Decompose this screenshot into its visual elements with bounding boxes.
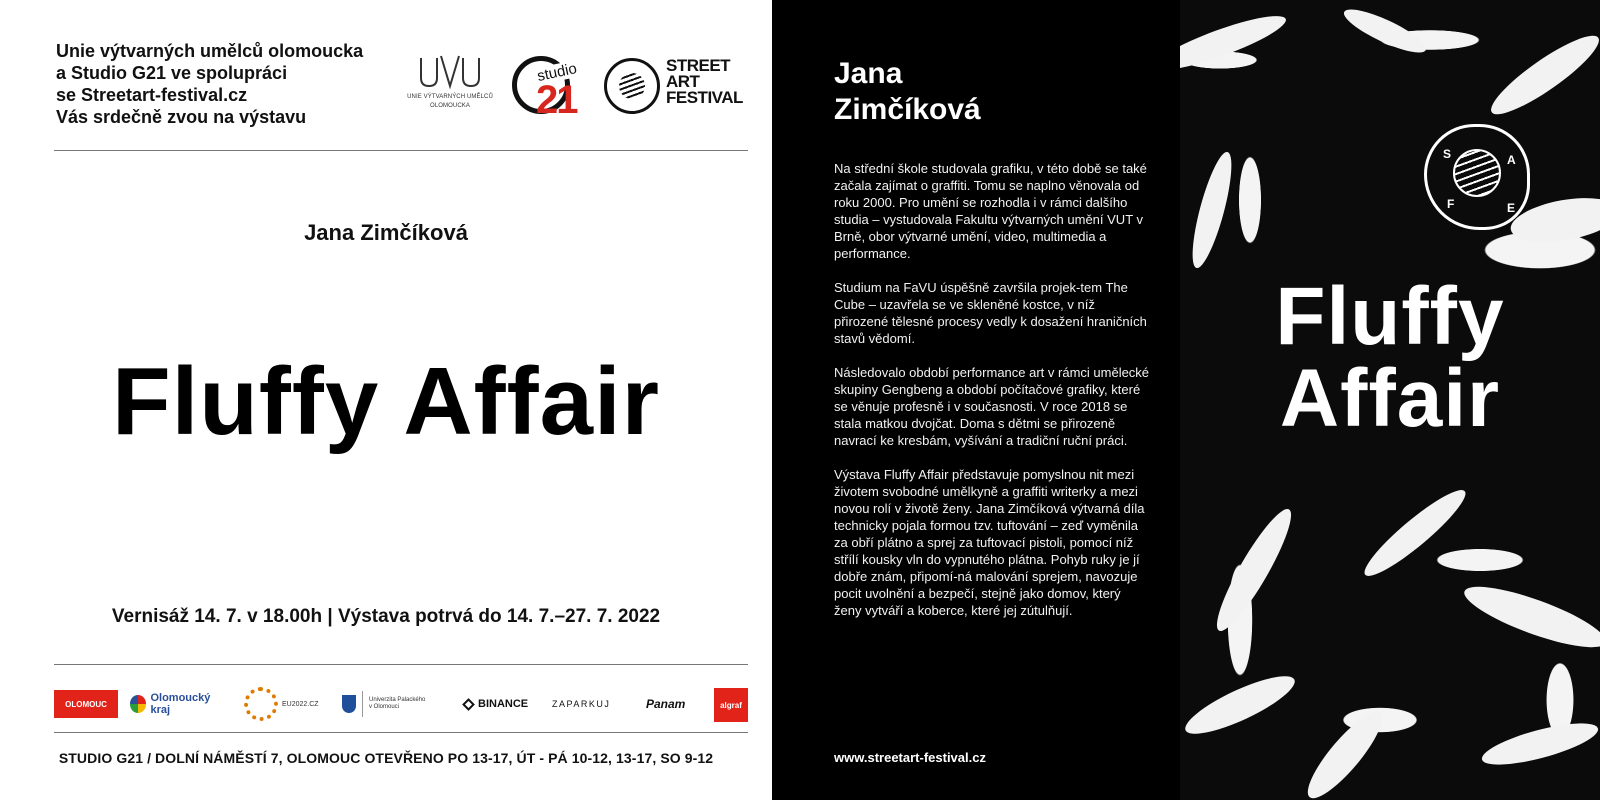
fluffy-stripe [1478,715,1600,773]
panam-label: Panam [646,697,686,711]
fluffy-stripe [1483,25,1600,124]
fluffy-stripe [1180,666,1301,744]
artist-first-name: Jana [834,57,903,90]
exhibition-dates: Vernisáž 14. 7. v 18.00h | Výstava potrvá do 14. 7.–27. 7. 2022 [111,606,661,627]
uvu-caption: OLOMOUCKA [430,103,470,109]
flower-icon [130,695,146,713]
diamond-icon [462,698,475,711]
artist-last-name: Zimčíková [834,93,981,126]
shield-icon [342,695,356,713]
divider [54,664,748,665]
globe-icon [1453,149,1501,197]
divider [54,732,748,733]
invitation-line: Unie výtvarných umělců olomoucka [56,41,364,61]
algraf-label: algraf [720,700,742,710]
uvu-logo [400,52,500,120]
upol-line: v Olomouci [369,704,400,710]
fluffy-stripe [1180,7,1290,79]
badge-letter: F [1447,197,1455,211]
cover-title-line: Affair [1279,353,1501,444]
invitation-text [56,40,386,128]
upol-label [369,697,425,711]
fluffy-stripe [1298,703,1392,800]
olomoucky-kraj-logo [130,684,226,724]
saf-line: ART [666,72,700,91]
cover-title [1180,271,1600,444]
sponsor-logos [54,684,748,724]
bio-paragraph: Na střední škole studovala grafiku, v této době se také začala zajímat o graffiti. Tomu se naplno věnovala od roku 2000. Pro umění se rozhodla i v rámci dalšího studia – vystudovala Fakultu výtvarných umění VUT v Brně, obor výtvarné umění, video, multimedia a performance. [834,161,1147,261]
website-link[interactable]: www.streetart-festival.cz [834,750,986,765]
fluffy-stripe [1185,149,1239,271]
badge-letter: A [1507,153,1516,167]
zaparkuj-logo [552,684,634,724]
binance-label: BINANCE [478,698,529,710]
invitation-line: a Studio G21 ve spolupráci [56,63,288,83]
saf-line: STREET [666,56,731,75]
invitation-line: Vás srdečně zvou na výstavu [56,107,307,127]
eu2022-logo [244,684,324,724]
fluffy-stripe [1340,2,1431,60]
bio-paragraph: Studium na FaVU úspěšně završila projek-tem The Cube – uzavřela se ve skleněné kostce, v níž přirozené tělesné procesy vedly k dosažení hraničních stavů vědomí. [834,280,1147,346]
algraf-logo [714,688,748,722]
venue-address: STUDIO G21 / DOLNÍ NÁMĚSTÍ 7, OLOMOUC OTEVŘENO PO 13-17, ÚT - PÁ 10-12, 13-17, SO 9-12 [58,750,714,766]
exhibition-title: Fluffy Affair [111,348,661,455]
cover-title-line: Fluffy [1275,271,1505,362]
invitation-line: se Streetart-festival.cz [56,85,248,105]
separator [362,691,363,717]
saf-badge-icon [604,58,660,114]
upol-line: Univerzita Palackého [369,697,426,703]
studio-g21-logo [508,50,586,122]
saf-wordmark [666,58,743,106]
artist-bio [834,160,1150,636]
artist-name-heading [834,56,981,128]
artist-name: Jana Zimčíková [304,220,468,245]
fluffy-stripe [1459,575,1600,658]
panam-logo [646,684,694,724]
bio-panel [772,0,1180,800]
saf-line: FESTIVAL [666,88,743,107]
street-art-festival-logo [604,56,754,120]
bio-paragraph: Následovalo období performance art v rámci umělecké skupiny Gengbeng a období počítačové grafiky, které se věnuje profesně i v současnosti. V roce 2018 se stala matkou dvojčat. Doma s dětmi se přirozeně navrací ke kresbám, vyšívání a tradiční ruční práci. [834,365,1150,448]
upol-logo [342,684,442,724]
ring-icon [244,687,278,721]
divider [54,150,748,151]
zaparkuj-label: ZAPARKUJ [552,699,611,709]
fluffy-stripe [1357,481,1473,584]
g21-word: studio [535,60,579,85]
left-panel [0,0,772,800]
bio-paragraph: Výstava Fluffy Affair představuje pomyslnou nit mezi životem svobodné umělkyně a graffiti writerky a mezi novou rolí v životě ženy. Jana Zimčíková výtvarná díla technicky pojala formou tzv. tuftování – zeď vyměnila za obří plátno a sprej za tuftovací pistoli, pomocí níž střílí kousky vln do vypnutého plátna. Pohyb ruky je jí dobře znám, připomí-ná malování sprejem, navozuje pocit uvolnění a bezpečí, stejně jako domov, který ženy vytváří a koberce, které jej zútulňují. [834,467,1145,618]
uvu-caption: UNIE VÝTVARNÝCH UMĚLCŮ [407,94,493,100]
saf-badge-logo [1424,124,1530,230]
olomouc-logo [54,690,118,718]
g21-number: 21 [536,78,577,122]
eu-label: EU2022.CZ [282,700,319,708]
binance-logo [464,684,544,724]
uvu-logo-icon [417,52,483,92]
cover-panel [1180,0,1600,800]
kraj-label: Olomoucký kraj [150,692,211,716]
badge-letter: S [1443,147,1452,161]
fluffy-stripe [1207,502,1301,637]
badge-letter: E [1507,201,1516,215]
olomouc-label: OLOMOUC [65,699,107,709]
